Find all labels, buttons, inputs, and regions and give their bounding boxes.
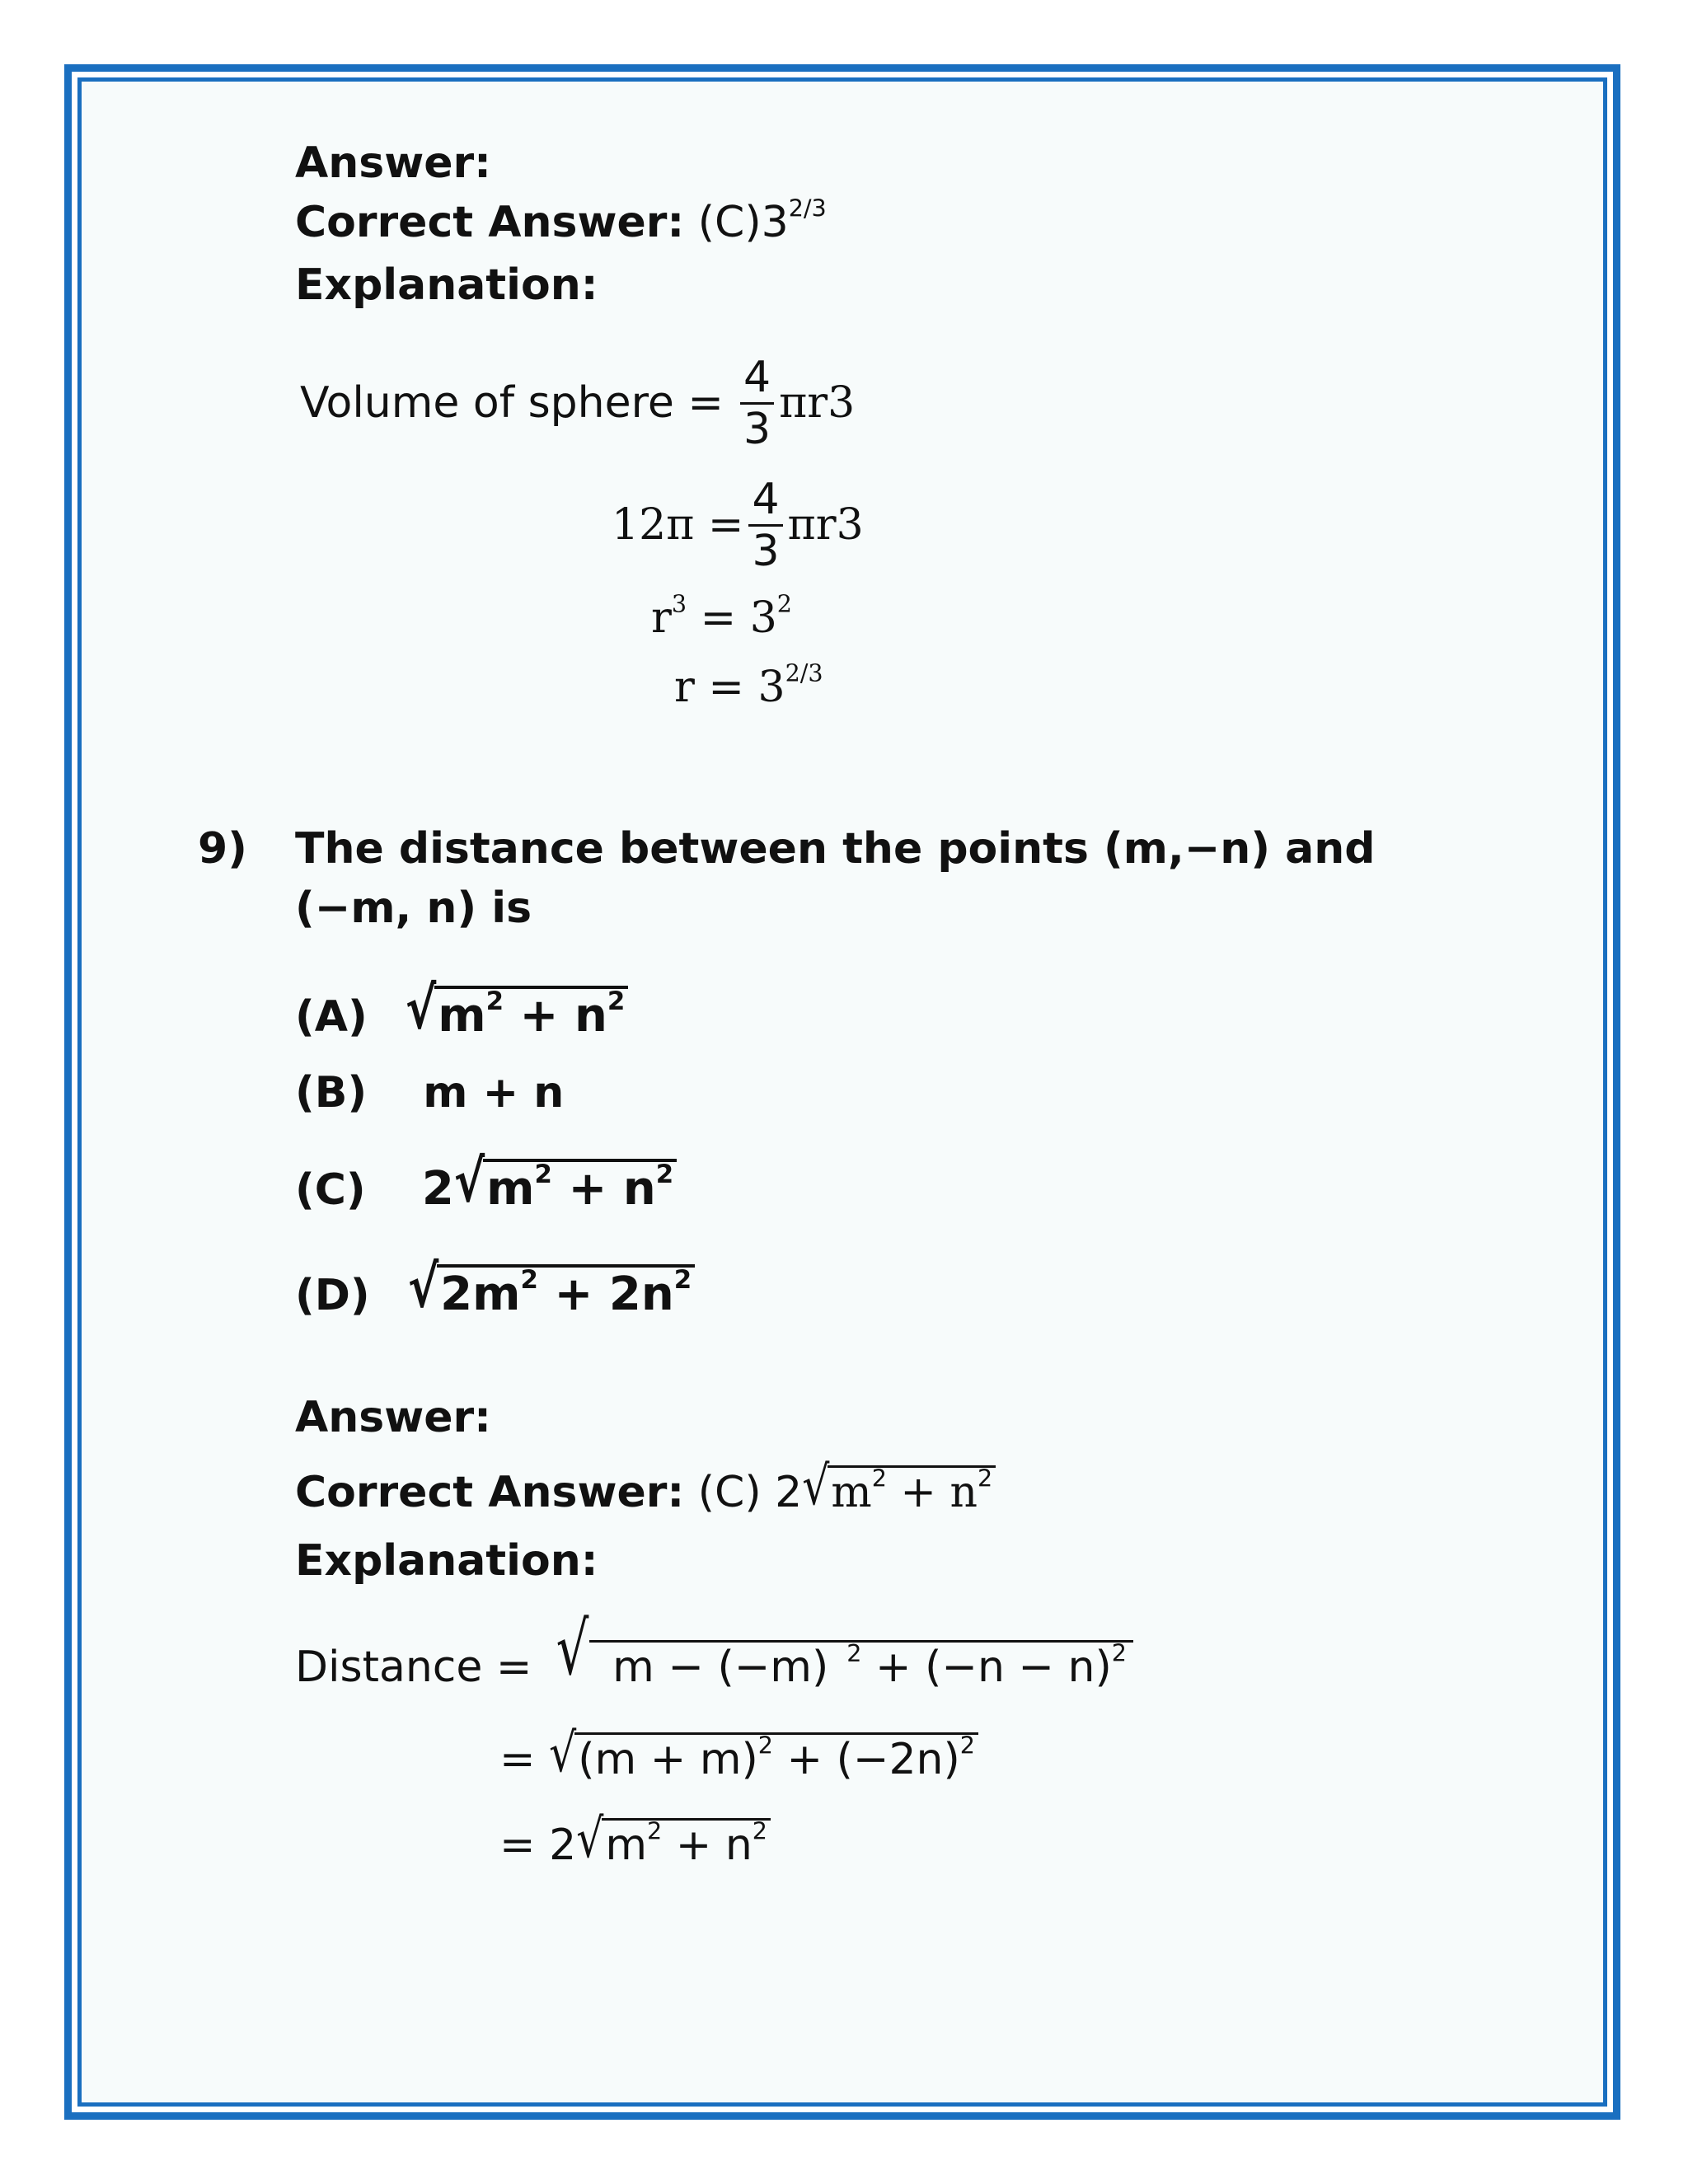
correct-answer-line bbox=[295, 194, 827, 247]
option-a-formula: $√m^2 + n^2$ bbox=[406, 986, 628, 1043]
option-c-label: (C) bbox=[295, 1165, 366, 1215]
option-b-label: (B) bbox=[295, 1068, 368, 1118]
equation-r-cubed: $r^3 = 3^2$ bbox=[651, 589, 792, 643]
sphere-volume-label: Volume of sphere = bbox=[300, 378, 724, 428]
distance-label: Distance = bbox=[295, 1643, 532, 1692]
explanation-heading: Explanation: bbox=[295, 260, 598, 310]
question-text-line2: (−m, n) is bbox=[295, 883, 532, 933]
option-b[interactable] bbox=[295, 1068, 564, 1118]
correct-answer-label-2: Correct Answer: bbox=[295, 1468, 685, 1517]
equation-12pi: 12π = $\frac{4}{3}$ πr 3 bbox=[612, 474, 864, 576]
equation-r-result: $r = 3^{2/3}$ bbox=[674, 658, 823, 712]
question-number: 9) bbox=[198, 824, 247, 874]
sphere-volume-equation: Volume of sphere = $\frac{4}{3}$ πr 3 bbox=[300, 352, 856, 454]
fraction-four-thirds: $\frac{4}{3}$ bbox=[740, 353, 774, 454]
correct-answer-value-2: (C) 2 bbox=[697, 1468, 803, 1517]
question-text-line1: The distance between the points (m,−n) and bbox=[295, 824, 1376, 874]
distance-equation-1: Distance = √ m − (−m) $^2 + (-n - n)^2$ bbox=[295, 1640, 1133, 1692]
correct-answer-line-2: Correct Answer: (C) $2√m^2 + n^2$ bbox=[295, 1465, 996, 1517]
correct-answer-exponent: 2/3 bbox=[788, 194, 827, 223]
option-d-formula: $√2m^2 + 2n^2$ bbox=[408, 1264, 695, 1321]
option-c[interactable] bbox=[295, 1148, 677, 1216]
correct-answer-value: (C)3 bbox=[697, 198, 789, 247]
fraction-four-thirds-2: $\frac{4}{3}$ bbox=[748, 475, 782, 576]
option-a-label: (A) bbox=[295, 992, 368, 1042]
option-b-formula: m + n bbox=[423, 1068, 565, 1118]
option-d-label: (D) bbox=[295, 1271, 370, 1320]
option-a[interactable] bbox=[295, 975, 628, 1043]
answer-heading: Answer: bbox=[295, 138, 491, 188]
answer-heading-2: Answer: bbox=[295, 1393, 491, 1442]
explanation-heading-2: Explanation: bbox=[295, 1536, 598, 1586]
distance-equation-3: = $2√m^2 + n^2$ bbox=[499, 1818, 771, 1870]
distance-equation-2: = $√(m + m)^2 + (-2n)^2$ bbox=[499, 1732, 978, 1784]
option-d[interactable] bbox=[295, 1254, 695, 1321]
option-c-formula: $2√m^2 + n^2$ bbox=[422, 1162, 677, 1216]
correct-answer-label: Correct Answer: bbox=[295, 198, 685, 247]
